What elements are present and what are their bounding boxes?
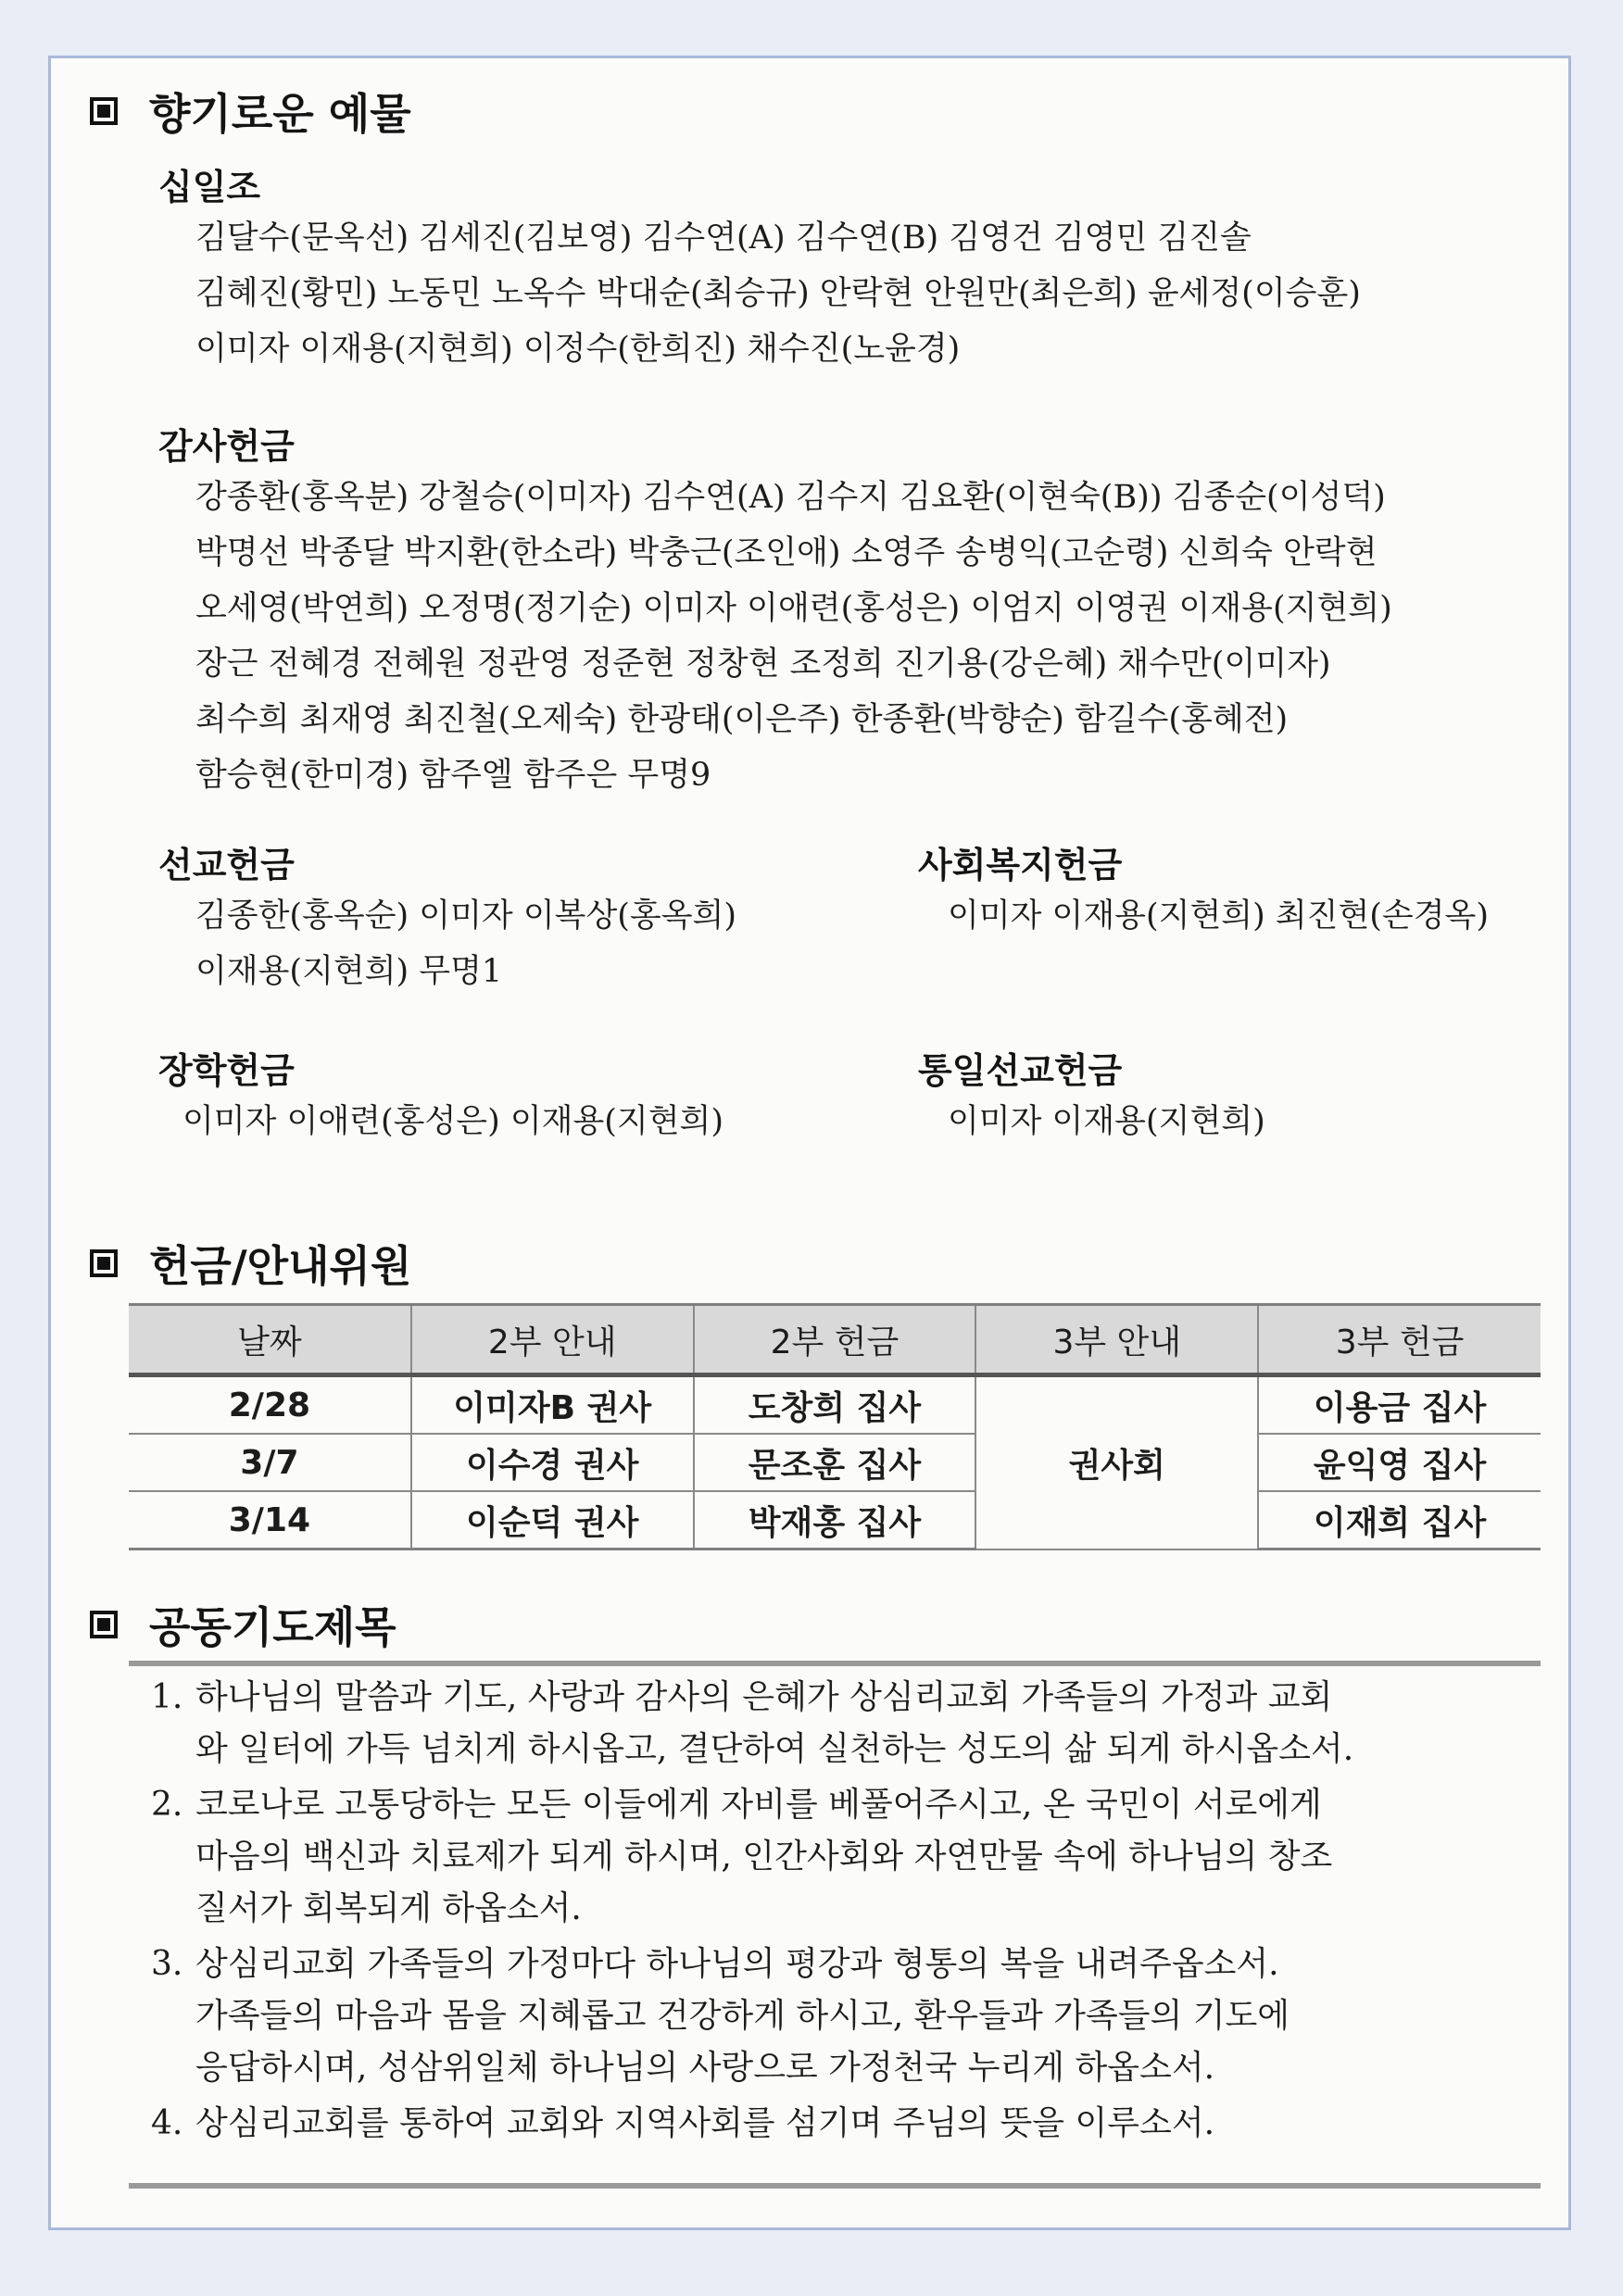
name-line: 강종환(홍옥분) 강철승(이미자) 김수연(A) 김수지 김요환(이현숙(B)) 김종순(이성덕) [195, 479, 1386, 516]
prayer-line: 와 일터에 가득 넘치게 하시옵고, 결단하여 실천하는 성도의 삶 되게 하시옵소서. [195, 1730, 1354, 1768]
prayer-line: 질서가 회복되게 하옵소서. [195, 1889, 582, 1927]
prayer-line: 마음의 백신과 치료제가 되게 하시며, 인간사회와 자연만물 속에 하나님의 창조 [195, 1838, 1333, 1876]
welfare-names [948, 888, 1489, 944]
cell-offer2: 문조훈 집사 [694, 1434, 976, 1491]
col-header-offer2: 2부 헌금 [694, 1305, 976, 1375]
name-line: 장근 전혜경 전혜원 정관영 정준현 정창현 조정희 진기용(강은혜) 채수만(이미자) [195, 646, 1331, 683]
mission-title: 선교헌금 [158, 845, 295, 885]
name-line: 이미자 이재용(지현희) 이정수(한희진) 채수진(노윤경) [195, 331, 961, 368]
col-header-date: 날짜 [129, 1305, 411, 1375]
cell-offer2: 도창희 집사 [694, 1375, 976, 1435]
name-line: 이미자 이애련(홍성은) 이재용(지현희) [182, 1103, 724, 1140]
name-line: 김종한(홍옥순) 이미자 이복상(홍옥희) [195, 897, 737, 935]
mission-names [195, 888, 736, 999]
name-line: 이미자 이재용(지현희) [948, 1103, 1265, 1140]
offering-section-title [90, 81, 411, 142]
cell-date: 3/14 [129, 1491, 411, 1549]
cell-date: 2/28 [129, 1375, 411, 1435]
prayer-line: 상심리교회 가족들의 가정마다 하나님의 평강과 형통의 복을 내려주옵소서. [195, 1945, 1279, 1983]
name-line: 최수희 최재영 최진철(오제숙) 한광태(이은주) 한종환(박향순) 함길수(홍혜전) [195, 701, 1289, 738]
name-line: 이미자 이재용(지현희) 최진현(손경옥) [948, 897, 1490, 935]
prayer-item [151, 2098, 1214, 2150]
cell-offer3: 윤익영 집사 [1258, 1434, 1541, 1491]
tithe-names [195, 210, 1361, 377]
prayer-item [151, 1779, 1332, 1935]
ushers-table [129, 1303, 1541, 1550]
prayer-line: 가족들의 마음과 몸을 지혜롭고 건강하게 하시고, 환우들과 가족들의 기도에 [195, 1997, 1290, 2035]
bulletin-page [48, 56, 1571, 2230]
prayer-item [151, 1672, 1353, 1775]
offering-title: 향기로운 예물 [149, 89, 411, 139]
cell-date: 3/7 [129, 1434, 411, 1491]
prayer-line: 상심리교회를 통하여 교회와 지역사회를 섬기며 주님의 뜻을 이루소서. [195, 2104, 1215, 2142]
name-line: 김혜진(황민) 노동민 노옥수 박대순(최승규) 안락현 안원만(최은희) 윤세정(이승훈) [195, 275, 1361, 312]
unification-title: 통일선교헌금 [918, 1050, 1123, 1091]
table-row [129, 1491, 1541, 1549]
table-row [129, 1375, 1541, 1435]
cell-guide3-merged: 권사회 [975, 1375, 1258, 1549]
name-line: 김달수(문옥선) 김세진(김보영) 김수연(A) 김수연(B) 김영건 김영민 김진솔 [195, 220, 1252, 257]
ushers-section-title [90, 1233, 411, 1294]
square-bullet-icon [90, 1611, 118, 1638]
cell-guide2: 이수경 권사 [411, 1434, 694, 1491]
prayer-line: 하나님의 말씀과 기도, 사랑과 감사의 은혜가 상심리교회 가족들의 가정과 교회 [195, 1678, 1333, 1716]
table-header-row [129, 1305, 1541, 1375]
scholarship-names [182, 1094, 723, 1149]
square-bullet-icon [90, 97, 118, 125]
name-line: 박명선 박종달 박지환(한소라) 박충근(조인애) 소영주 송병익(고순령) 신희숙 안락현 [195, 534, 1378, 571]
cell-offer2: 박재홍 집사 [694, 1491, 976, 1549]
prayer-item [151, 1938, 1290, 2094]
cell-offer3: 이용금 집사 [1258, 1375, 1541, 1435]
prayer-line: 응답하시며, 성삼위일체 하나님의 사랑으로 가정천국 누리게 하옵소서. [195, 2049, 1215, 2087]
welfare-title: 사회복지헌금 [918, 845, 1123, 885]
thanks-title: 감사헌금 [158, 426, 295, 467]
name-line: 함승현(한미경) 함주엘 함주은 무명9 [195, 757, 711, 794]
prayer-item-number: 4. [151, 2104, 183, 2142]
table-row [129, 1434, 1541, 1491]
prayer-item-number: 2. [151, 1786, 183, 1824]
tithe-title: 십일조 [158, 167, 261, 207]
scholarship-title: 장학헌금 [158, 1050, 295, 1091]
prayer-section-title [90, 1594, 396, 1655]
unification-names [948, 1094, 1265, 1149]
col-header-guide3: 3부 안내 [975, 1305, 1258, 1375]
square-bullet-icon [90, 1249, 118, 1277]
prayer-line: 코로나로 고통당하는 모든 이들에게 자비를 베풀어주시고, 온 국민이 서로에게 [195, 1786, 1322, 1824]
name-line: 이재용(지현희) 무명1 [195, 953, 503, 990]
ushers-title: 헌금/안내위원 [149, 1241, 412, 1291]
col-header-guide2: 2부 안내 [411, 1305, 694, 1375]
prayer-item-number: 3. [151, 1945, 183, 1983]
col-header-offer3: 3부 헌금 [1258, 1305, 1541, 1375]
name-line: 오세영(박연희) 오정명(정기순) 이미자 이애련(홍성은) 이엄지 이영권 이재용(지현희) [195, 590, 1392, 627]
prayer-box [129, 1661, 1541, 2189]
prayer-item-number: 1. [151, 1678, 183, 1716]
cell-guide2: 이순덕 권사 [411, 1491, 694, 1549]
thanks-names [195, 470, 1392, 803]
cell-guide2: 이미자B 권사 [411, 1375, 694, 1435]
prayer-title: 공동기도제목 [149, 1602, 396, 1652]
cell-offer3: 이재희 집사 [1258, 1491, 1541, 1549]
